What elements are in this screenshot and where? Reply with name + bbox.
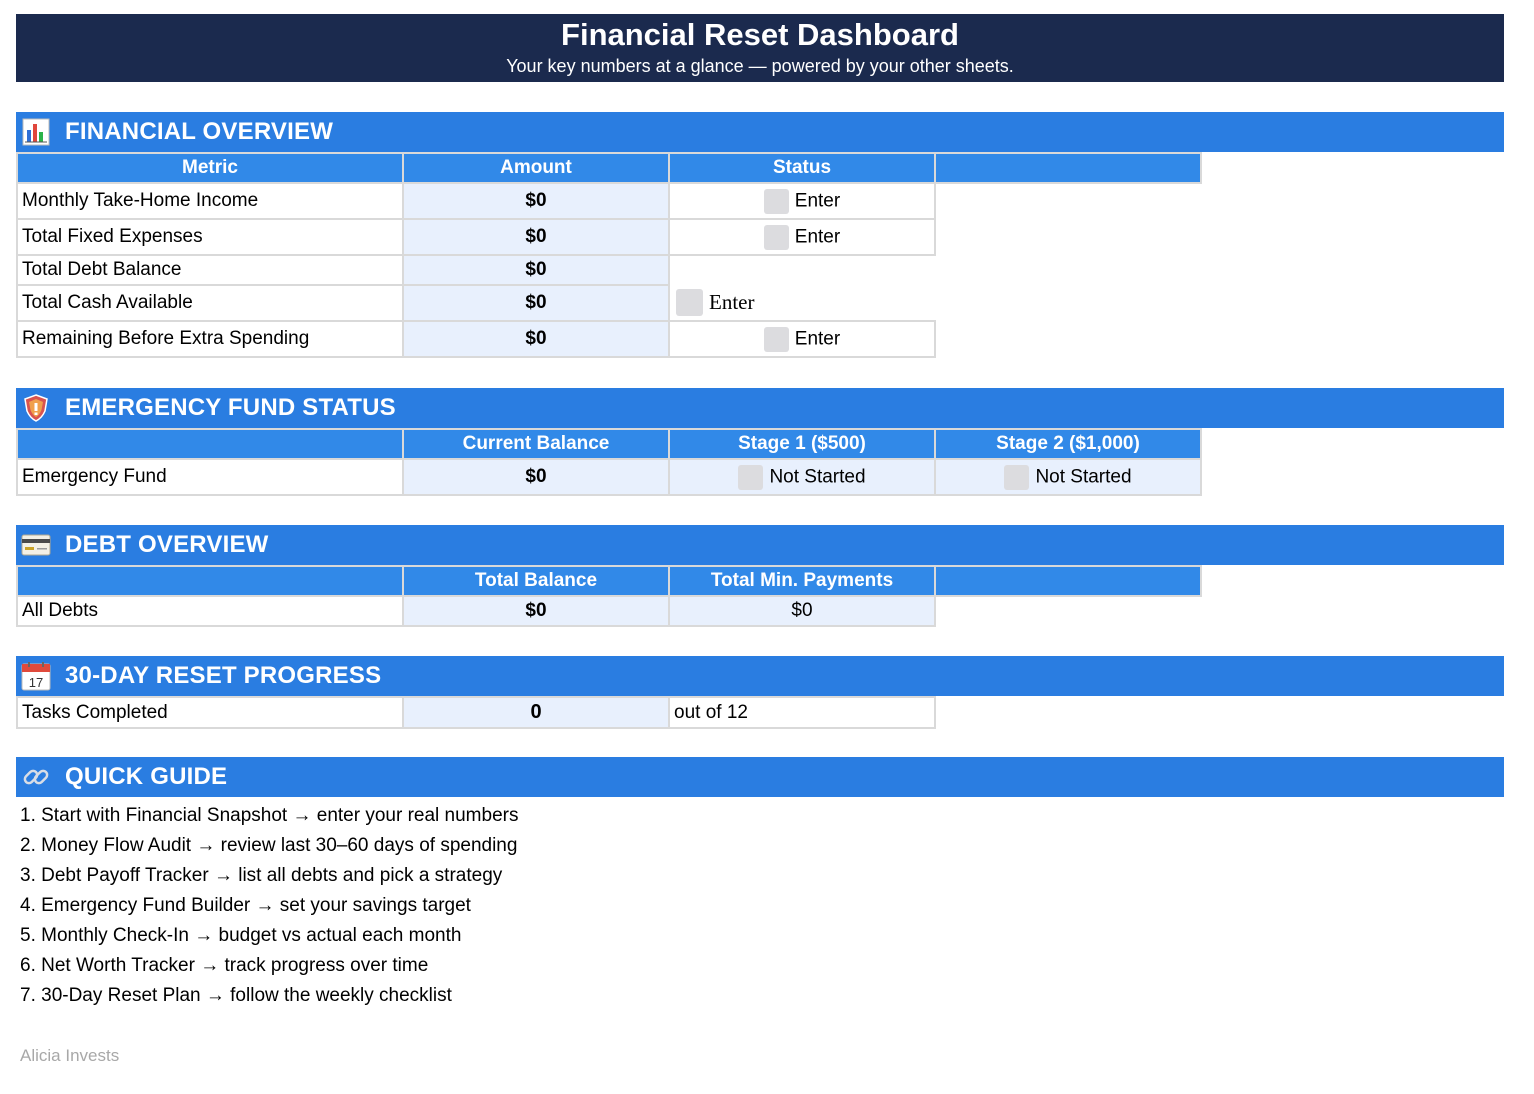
financial-overview-table bbox=[16, 152, 1202, 358]
table-row bbox=[17, 255, 1201, 285]
column-header-empty bbox=[17, 566, 403, 596]
metric-label: Total Cash Available bbox=[17, 285, 403, 321]
list-item: 1. Start with Financial Snapshot → enter your real numbers bbox=[20, 805, 519, 826]
column-header-total-balance: Total Balance bbox=[403, 566, 669, 596]
status-label: Enter bbox=[794, 226, 841, 247]
status-cell bbox=[669, 219, 935, 255]
dashboard-banner bbox=[16, 14, 1504, 82]
page-title: Financial Reset Dashboard bbox=[561, 17, 959, 52]
list-item: 2. Money Flow Audit → review last 30–60 days of spending bbox=[20, 835, 518, 856]
column-header-current-balance: Current Balance bbox=[403, 429, 669, 459]
financial-overview-header bbox=[16, 112, 1504, 152]
list-item: 3. Debt Payoff Tracker → list all debts and pick a strategy bbox=[20, 865, 503, 886]
calendar-day: 17 bbox=[28, 675, 44, 690]
quick-guide-title: QUICK GUIDE bbox=[65, 763, 228, 790]
table-row bbox=[17, 321, 1201, 357]
stage-2-status-cell bbox=[935, 459, 1201, 495]
tasks-total-text: out of 12 bbox=[669, 697, 935, 728]
stage-1-status-cell bbox=[669, 459, 935, 495]
credit-card-icon bbox=[16, 525, 56, 565]
status-checkbox[interactable] bbox=[764, 327, 789, 352]
status-checkbox[interactable] bbox=[676, 289, 703, 316]
column-header-stage-2: Stage 2 ($1,000) bbox=[935, 429, 1201, 459]
link-icon bbox=[16, 757, 56, 797]
reset-progress-header bbox=[16, 656, 1504, 696]
stage-1-status: Not Started bbox=[769, 466, 866, 487]
debt-overview-table bbox=[16, 565, 1202, 627]
debt-overview-title: DEBT OVERVIEW bbox=[65, 531, 269, 558]
status-label: Enter bbox=[794, 190, 841, 211]
reset-progress-table bbox=[16, 696, 1201, 729]
table-row bbox=[17, 596, 1201, 626]
footer-credit: Alicia Invests bbox=[20, 1046, 120, 1065]
list-item: 5. Monthly Check-In → budget vs actual each month bbox=[20, 925, 462, 946]
column-header-empty bbox=[935, 153, 1201, 183]
stage-2-checkbox[interactable] bbox=[1004, 465, 1029, 490]
column-header-empty bbox=[935, 566, 1201, 596]
list-item: 7. 30-Day Reset Plan → follow the weekly checklist bbox=[20, 985, 452, 1006]
status-cell bbox=[669, 285, 935, 321]
status-checkbox[interactable] bbox=[764, 225, 789, 250]
tasks-completed-count: 0 bbox=[403, 697, 669, 728]
metric-label: Total Fixed Expenses bbox=[17, 219, 403, 255]
bar-chart-icon bbox=[16, 112, 56, 152]
amount-value: $0 bbox=[403, 321, 669, 357]
quick-guide-header bbox=[16, 757, 1504, 797]
column-header-metric: Metric bbox=[17, 153, 403, 183]
table-row bbox=[17, 285, 1201, 321]
stage-1-checkbox[interactable] bbox=[738, 465, 763, 490]
table-row bbox=[17, 183, 1201, 219]
amount-value: $0 bbox=[403, 183, 669, 219]
metric-label: Total Debt Balance bbox=[17, 255, 403, 285]
table-row bbox=[17, 219, 1201, 255]
status-cell-empty bbox=[669, 255, 935, 285]
status-label: Enter bbox=[794, 328, 841, 349]
stage-2-status: Not Started bbox=[1035, 466, 1132, 487]
emergency-fund-balance: $0 bbox=[403, 459, 669, 495]
amount-value: $0 bbox=[403, 255, 669, 285]
status-cell bbox=[669, 183, 935, 219]
amount-value: $0 bbox=[403, 219, 669, 255]
list-item: 6. Net Worth Tracker → track progress over time bbox=[20, 955, 429, 976]
shield-icon bbox=[16, 388, 56, 428]
column-header-min-payments: Total Min. Payments bbox=[669, 566, 935, 596]
metric-label: Remaining Before Extra Spending bbox=[17, 321, 403, 357]
page-subtitle: Your key numbers at a glance — powered by your other sheets. bbox=[506, 56, 1014, 76]
table-header-row bbox=[17, 429, 1201, 459]
table-row bbox=[17, 459, 1201, 495]
column-header-empty bbox=[17, 429, 403, 459]
table-header-row bbox=[17, 566, 1201, 596]
emergency-fund-label: Emergency Fund bbox=[17, 459, 403, 495]
total-min-payments: $0 bbox=[669, 596, 935, 626]
amount-value: $0 bbox=[403, 285, 669, 321]
column-header-amount: Amount bbox=[403, 153, 669, 183]
table-row bbox=[17, 697, 1201, 728]
debt-overview-header bbox=[16, 525, 1504, 565]
column-header-status: Status bbox=[669, 153, 935, 183]
quick-guide-list bbox=[20, 801, 518, 1011]
all-debts-label: All Debts bbox=[17, 596, 403, 626]
table-header-row bbox=[17, 153, 1201, 183]
tasks-completed-label: Tasks Completed bbox=[17, 697, 403, 728]
financial-overview-title: FINANCIAL OVERVIEW bbox=[65, 118, 334, 145]
status-checkbox[interactable] bbox=[764, 189, 789, 214]
emergency-fund-header bbox=[16, 388, 1504, 428]
reset-progress-title: 30-DAY RESET PROGRESS bbox=[65, 662, 382, 689]
emergency-fund-title: EMERGENCY FUND STATUS bbox=[65, 394, 396, 421]
status-cell bbox=[669, 321, 935, 357]
total-debt-balance: $0 bbox=[403, 596, 669, 626]
list-item: 4. Emergency Fund Builder → set your savings target bbox=[20, 895, 471, 916]
emergency-fund-table bbox=[16, 428, 1202, 496]
status-label: Enter bbox=[709, 290, 755, 314]
calendar-icon bbox=[16, 656, 56, 696]
metric-label: Monthly Take-Home Income bbox=[17, 183, 403, 219]
column-header-stage-1: Stage 1 ($500) bbox=[669, 429, 935, 459]
